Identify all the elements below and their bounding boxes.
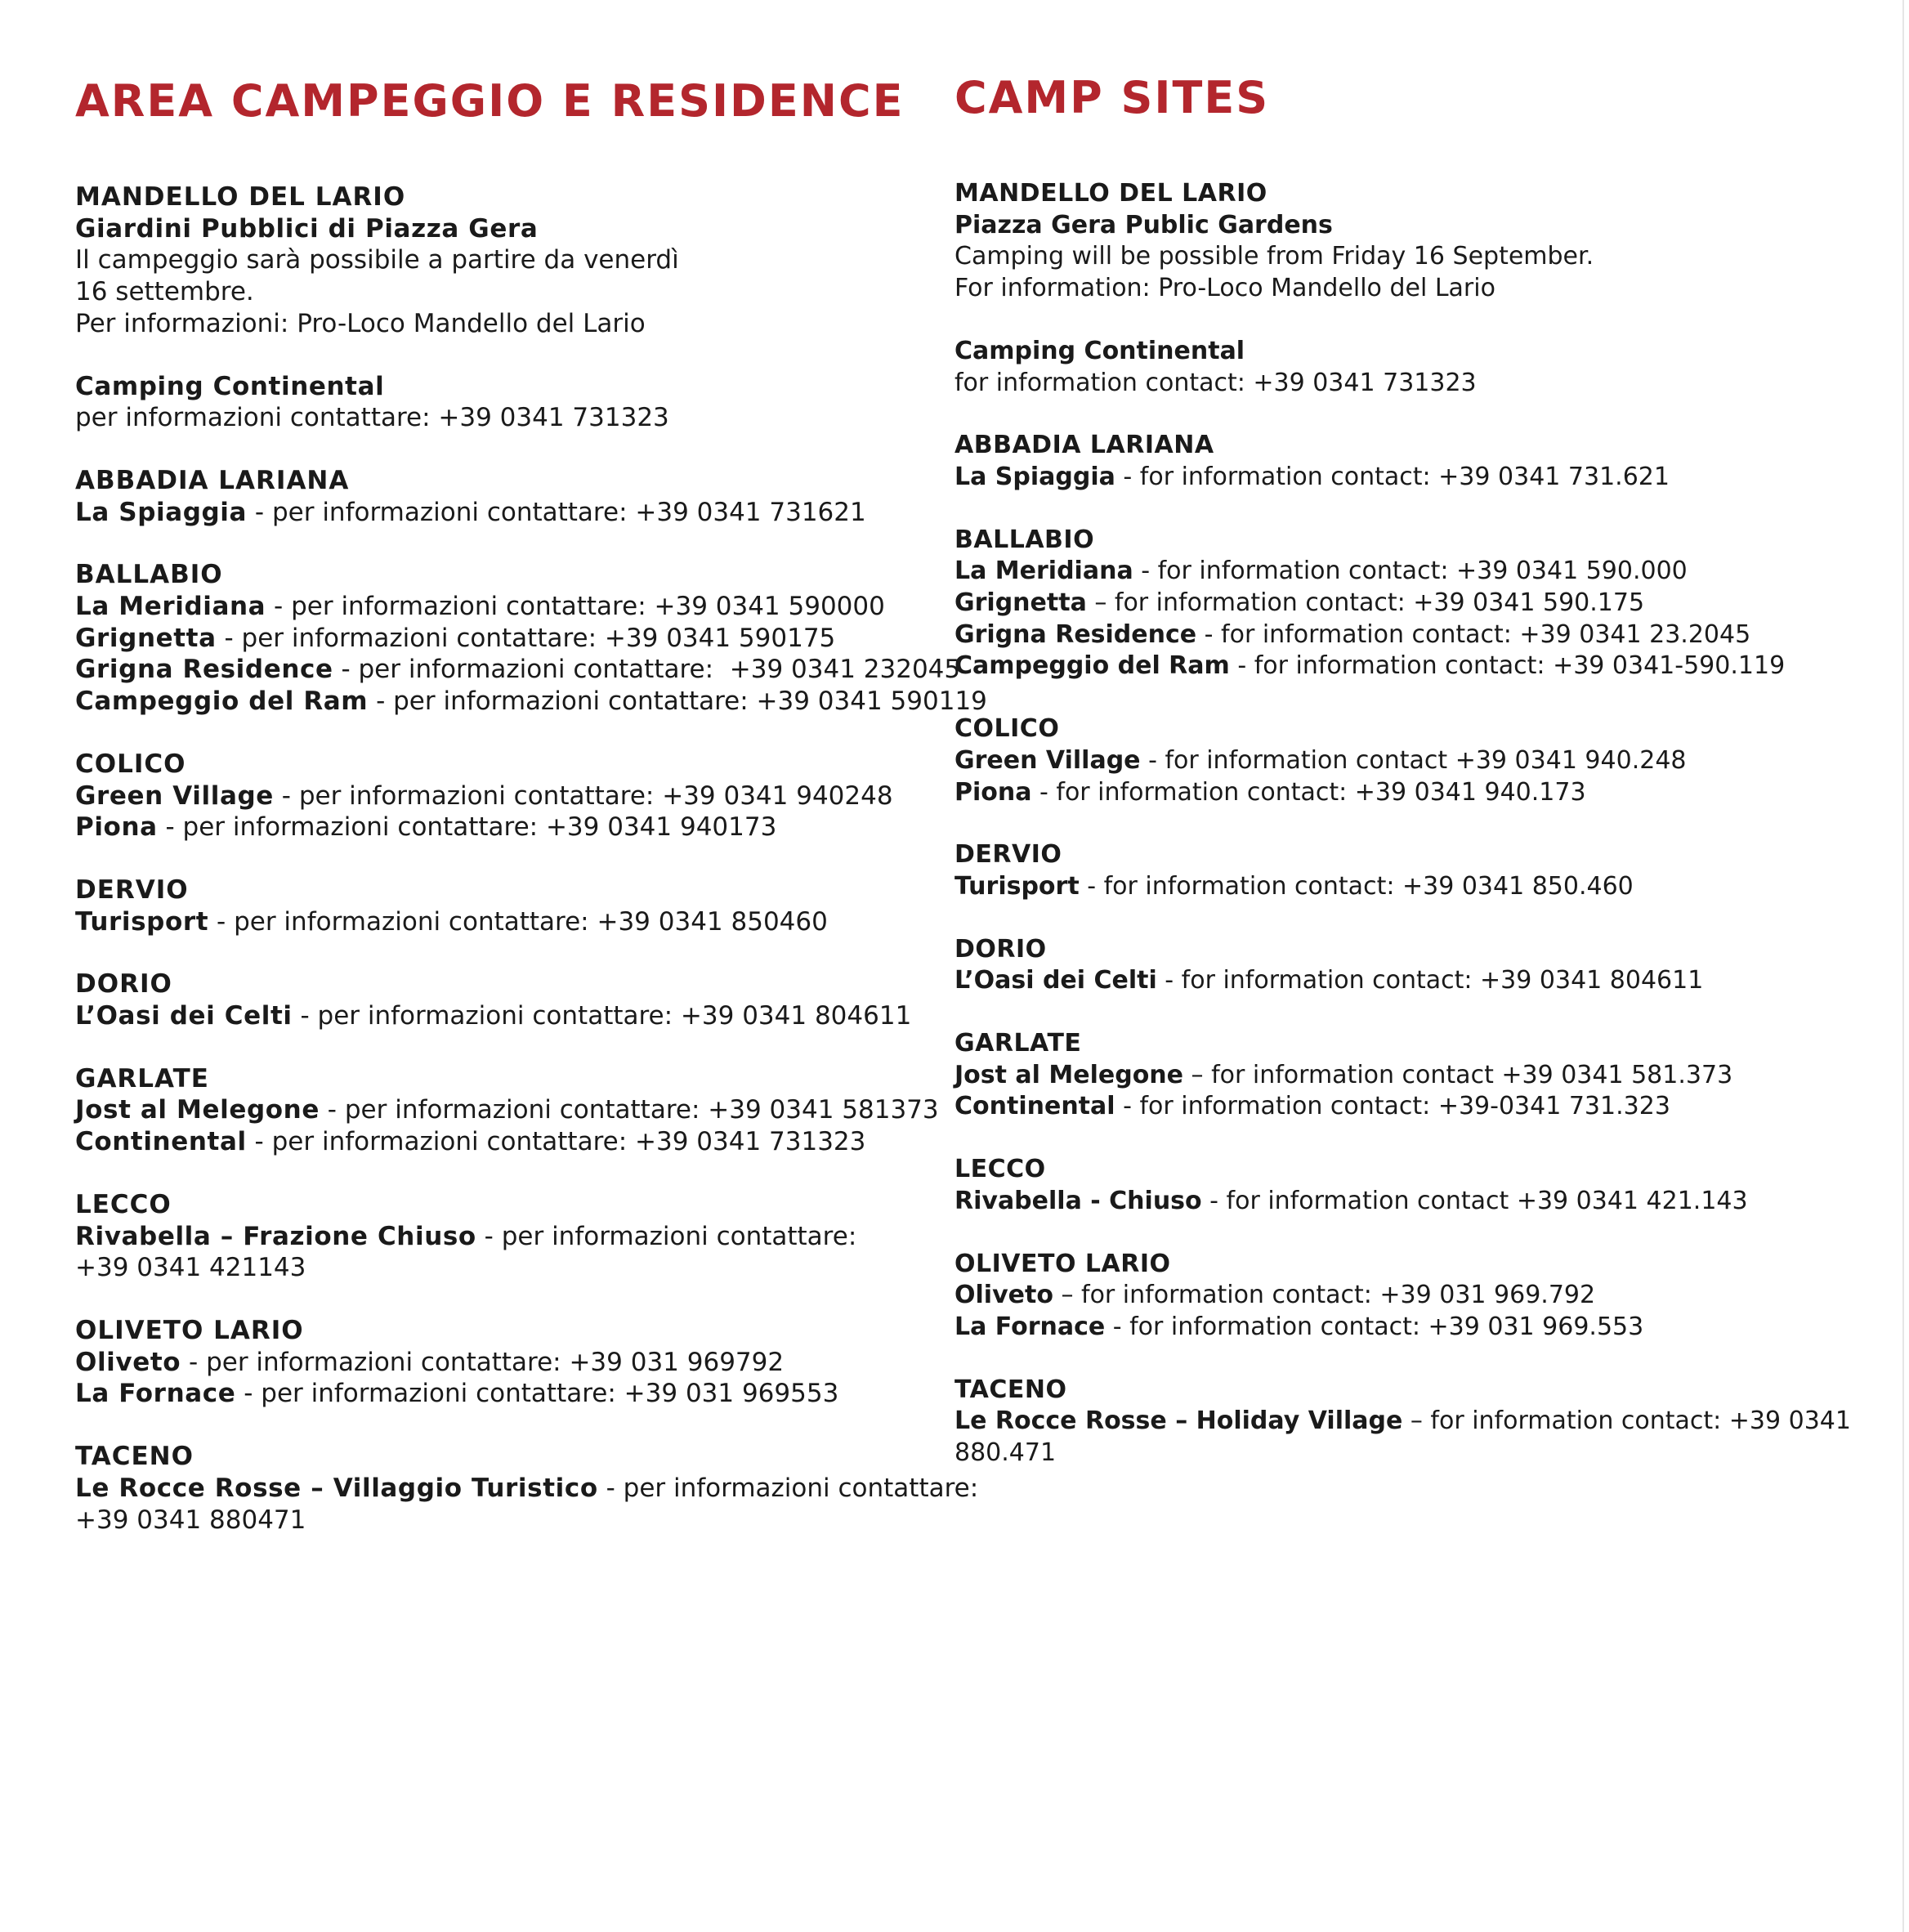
campsite-name: Oliveto [954,1281,1053,1310]
campsite-name: Campeggio del Ram [75,686,369,717]
contact-info: for information contact: +39 0341 850.460 [1103,871,1634,901]
campsite-entry [75,812,909,843]
contact-info: per informazioni contattare: [623,1473,979,1503]
entry-separator: - [1031,777,1057,807]
town-heading: TACENO [75,1442,194,1472]
contact-info: for information contact +39 0341 940.248 [1165,745,1687,775]
campsite-entry [954,1060,1804,1092]
contact-info: per informazioni contattare: [501,1221,857,1251]
town-heading: Camping Continental [954,336,1245,365]
entry-separator: - [1196,619,1222,649]
campsite-name: Jost al Melegone [954,1060,1184,1089]
entry-separator: – [1183,1060,1212,1089]
contact-info: for information contact: +39-0341 731.323 [1139,1092,1670,1121]
campsite-entry [954,210,1804,242]
campsite-section [954,713,1804,808]
campsite-name: Jost al Melegone [75,1095,320,1125]
campsite-name: La Meridiana [75,592,266,622]
campsite-name: Grignetta [75,623,217,653]
town-heading: TACENO [954,1375,1067,1404]
campsite-entry [75,1126,909,1158]
town-heading: LECCO [75,1189,172,1219]
campsite-section [954,1028,1804,1123]
campsite-section [75,1063,939,1158]
entry-separator: - [181,1347,207,1377]
entry-separator: - [157,812,183,843]
campsite-entry [954,1280,1804,1312]
town-heading: ABBADIA LARIANA [954,431,1214,460]
campsite-entry [954,651,1804,682]
campsite-name: Continental [954,1092,1115,1121]
entry-text: per informazioni contattare: +39 0341 731323 [75,403,669,433]
campsite-name: L’Oasi dei Celti [954,966,1157,995]
campsite-name: Turisport [75,906,209,937]
entry-text: Per informazioni: Pro-Loco Mandello del Lario [75,308,646,338]
entry-text: +39 0341 880471 [75,1505,306,1535]
entry-separator: - [1156,966,1182,995]
campsite-name: Giardini Pubblici di Piazza Gera [75,213,539,244]
entry-separator: - [1133,557,1158,586]
campsite-name: La Spiaggia [954,462,1115,491]
contact-info: for information contact: +39 0341 590.175 [1114,588,1645,618]
entry-separator: - [1201,1186,1227,1215]
entry-separator: - [333,655,359,685]
campsite-section [954,1375,1851,1469]
campsite-name: La Meridiana [954,557,1133,586]
entry-separator: - [266,592,292,622]
campsite-section [954,1154,1804,1217]
campsite-entry [954,871,1804,903]
entry-separator: - [476,1221,502,1251]
entry-text: Il campeggio sarà possibile a partire da venerdì [75,245,679,275]
campsite-name: Piazza Gera Public Gardens [954,210,1333,239]
campsite-entry [75,686,987,718]
contact-info: for information contact: +39 0341 23.2045 [1221,619,1751,649]
entry-separator: - [1079,871,1104,901]
page-edge-divider [1902,0,1904,1932]
campsite-entry [954,241,1804,273]
campsite-section [75,465,909,528]
campsite-entry [954,777,1804,809]
contact-info: for information contact +39 0341 581.373 [1211,1060,1733,1089]
campsite-entry [75,591,909,623]
contact-info: per informazioni contattare: +39 031 969792 [206,1347,785,1377]
entry-separator: - [368,686,394,717]
english-column [954,72,1851,1500]
campsite-entry [75,497,909,529]
entry-separator: - [208,906,235,937]
campsite-section [75,181,909,340]
campsite-section [75,559,987,718]
campsite-name: La Fornace [954,1312,1106,1341]
campsite-name: Rivabella - Chiuso [954,1186,1202,1215]
campsite-name: Piona [954,777,1032,807]
entry-text: Camping will be possible from Friday 16 September. [954,242,1594,271]
campsite-entry [75,1378,909,1410]
campsite-entry [954,1186,1804,1218]
entry-separator: - [216,623,242,653]
campsite-entry [75,780,909,812]
campsite-entry [75,623,909,655]
campsite-section [75,749,909,843]
campsite-entry [75,1473,979,1505]
campsite-section [954,1249,1804,1344]
campsite-name: Continental [75,1127,247,1157]
campsite-entry [75,276,909,308]
town-heading: BALLABIO [75,560,223,590]
campsite-entry [75,1347,909,1379]
entry-separator: – [1086,588,1115,618]
campsite-name: La Spiaggia [75,497,248,527]
campsite-entry [75,1000,912,1032]
contact-info: per informazioni contattare: +39 0341 731323 [271,1127,866,1157]
contact-info: for information contact: +39 0341 731.621 [1139,462,1670,491]
campsite-entry [954,273,1804,305]
town-heading: DORIO [954,934,1047,964]
contact-info: per informazioni contattare: +39 0341 850460 [234,906,828,937]
contact-info: for information contact: +39 031 969.553 [1129,1312,1644,1341]
campsite-entry [75,1252,909,1284]
campsite-name: Grigna Residence [75,655,333,685]
campsite-entry [954,745,1804,777]
campsite-name: Le Rocce Rosse – Holiday Village [954,1407,1403,1436]
entry-separator: – [1402,1407,1431,1436]
campsite-entry [75,1221,909,1253]
entry-text: For information: Pro-Loco Mandello del Lario [954,274,1495,303]
town-heading: DERVIO [75,874,189,905]
campsite-entry [75,308,909,340]
campsite-name: Le Rocce Rosse – Villaggio Turistico [75,1473,598,1503]
town-heading: GARLATE [75,1063,209,1093]
campsite-name: Turisport [954,871,1080,901]
campsite-entry [954,1091,1804,1123]
entry-separator: - [273,780,299,811]
contact-info: for information contact +39 0341 421.143 [1226,1186,1748,1215]
town-heading: OLIVETO LARIO [954,1249,1171,1278]
contact-info: for information contact: +39 031 969.792 [1081,1281,1596,1310]
campsite-entry [75,906,909,938]
campsite-name: L’Oasi dei Celti [75,1001,293,1031]
entry-text: 16 settembre. [75,277,254,307]
town-heading: COLICO [75,749,186,779]
campsite-section [75,1189,909,1284]
contact-info: per informazioni contattare: +39 0341 232045 [358,655,961,685]
campsite-entry [954,965,1804,997]
campsite-name: Campeggio del Ram [954,651,1230,681]
contact-info: for information contact: +39 0341 940.173 [1056,777,1586,807]
campsite-entry [954,368,1804,400]
contact-info: per informazioni contattare: +39 031 969553 [261,1379,839,1409]
campsite-section [954,934,1804,997]
campsite-entry [954,1312,1804,1344]
campsite-entry [75,244,909,276]
campsite-entry [954,588,1804,619]
campsite-entry [954,556,1804,588]
campsite-section [954,525,1804,683]
english-sections [954,178,1851,1469]
campsite-entry [954,462,1804,494]
contact-info: per informazioni contattare: +39 0341 590000 [291,592,885,622]
campsite-section [75,968,912,1031]
campsite-name: Green Village [954,745,1141,775]
town-heading: COLICO [954,714,1060,744]
campsite-entry [75,1094,939,1126]
campsite-section [954,178,1804,305]
entry-separator: - [247,497,272,527]
entry-separator: – [1053,1281,1082,1310]
campsite-section [75,874,909,937]
contact-info: for information contact: +39 0341-590.119 [1254,651,1786,681]
campsite-section [75,1441,979,1536]
contact-info: per informazioni contattare: +39 0341 940173 [182,812,777,843]
entry-text: for information contact: +39 0341 731323 [954,368,1477,397]
campsite-section [954,430,1804,493]
town-heading: DORIO [75,969,172,1000]
entry-separator: - [292,1001,318,1031]
campsite-name: Grignetta [954,588,1087,618]
town-heading: Camping Continental [75,371,385,401]
town-heading: MANDELLO DEL LARIO [954,179,1267,208]
entry-separator: - [597,1473,624,1503]
campsite-section [954,839,1804,902]
entry-separator: - [1105,1312,1130,1341]
entry-text: 880.471 [954,1438,1057,1468]
contact-info: for information contact: +39 0341 [1430,1407,1851,1436]
town-heading: BALLABIO [954,525,1095,554]
italian-column [75,75,987,1567]
town-heading: GARLATE [954,1029,1082,1058]
italian-title: AREA CAMPEGGIO E RESIDENCE [75,75,905,127]
entry-separator: - [1229,651,1254,681]
entry-separator: - [246,1127,272,1157]
entry-separator: - [1140,745,1165,775]
english-title: CAMP SITES [954,72,1270,123]
italian-sections [75,181,987,1536]
campsite-section [75,371,909,434]
contact-info: per informazioni contattare: +39 0341 940248 [298,780,893,811]
campsite-name: Oliveto [75,1347,181,1377]
campsite-entry [954,1406,1851,1438]
town-heading: DERVIO [954,840,1062,870]
contact-info: per informazioni contattare: +39 0341 731621 [271,497,866,527]
contact-info: per informazioni contattare: +39 0341 590119 [393,686,987,717]
entry-separator: - [1115,462,1140,491]
campsite-section [954,336,1804,399]
town-heading: OLIVETO LARIO [75,1315,304,1345]
entry-separator: - [235,1379,262,1409]
town-heading: MANDELLO DEL LARIO [75,182,406,212]
contact-info: for information contact: +39 0341 804611 [1181,966,1704,995]
contact-info: per informazioni contattare: +39 0341 590175 [241,623,836,653]
campsite-name: Piona [75,812,158,843]
contact-info: per informazioni contattare: +39 0341 581373 [344,1095,939,1125]
entry-separator: - [319,1095,345,1125]
contact-info: for information contact: +39 0341 590.000 [1157,557,1688,586]
contact-info: per informazioni contattare: +39 0341 804611 [317,1001,912,1031]
campsite-entry [75,402,909,434]
campsite-entry [75,654,961,686]
campsite-entry [75,213,909,245]
campsite-name: La Fornace [75,1379,236,1409]
entry-separator: - [1115,1092,1140,1121]
campsite-entry [954,1438,1804,1469]
entry-text: +39 0341 421143 [75,1253,306,1283]
campsite-entry [75,1505,909,1536]
campsite-name: Green Village [75,780,274,811]
town-heading: ABBADIA LARIANA [75,465,350,495]
campsite-name: Rivabella – Frazione Chiuso [75,1221,476,1251]
town-heading: LECCO [954,1155,1046,1184]
campsite-name: Grigna Residence [954,619,1197,649]
campsite-entry [954,619,1804,651]
campsite-section [75,1315,909,1410]
